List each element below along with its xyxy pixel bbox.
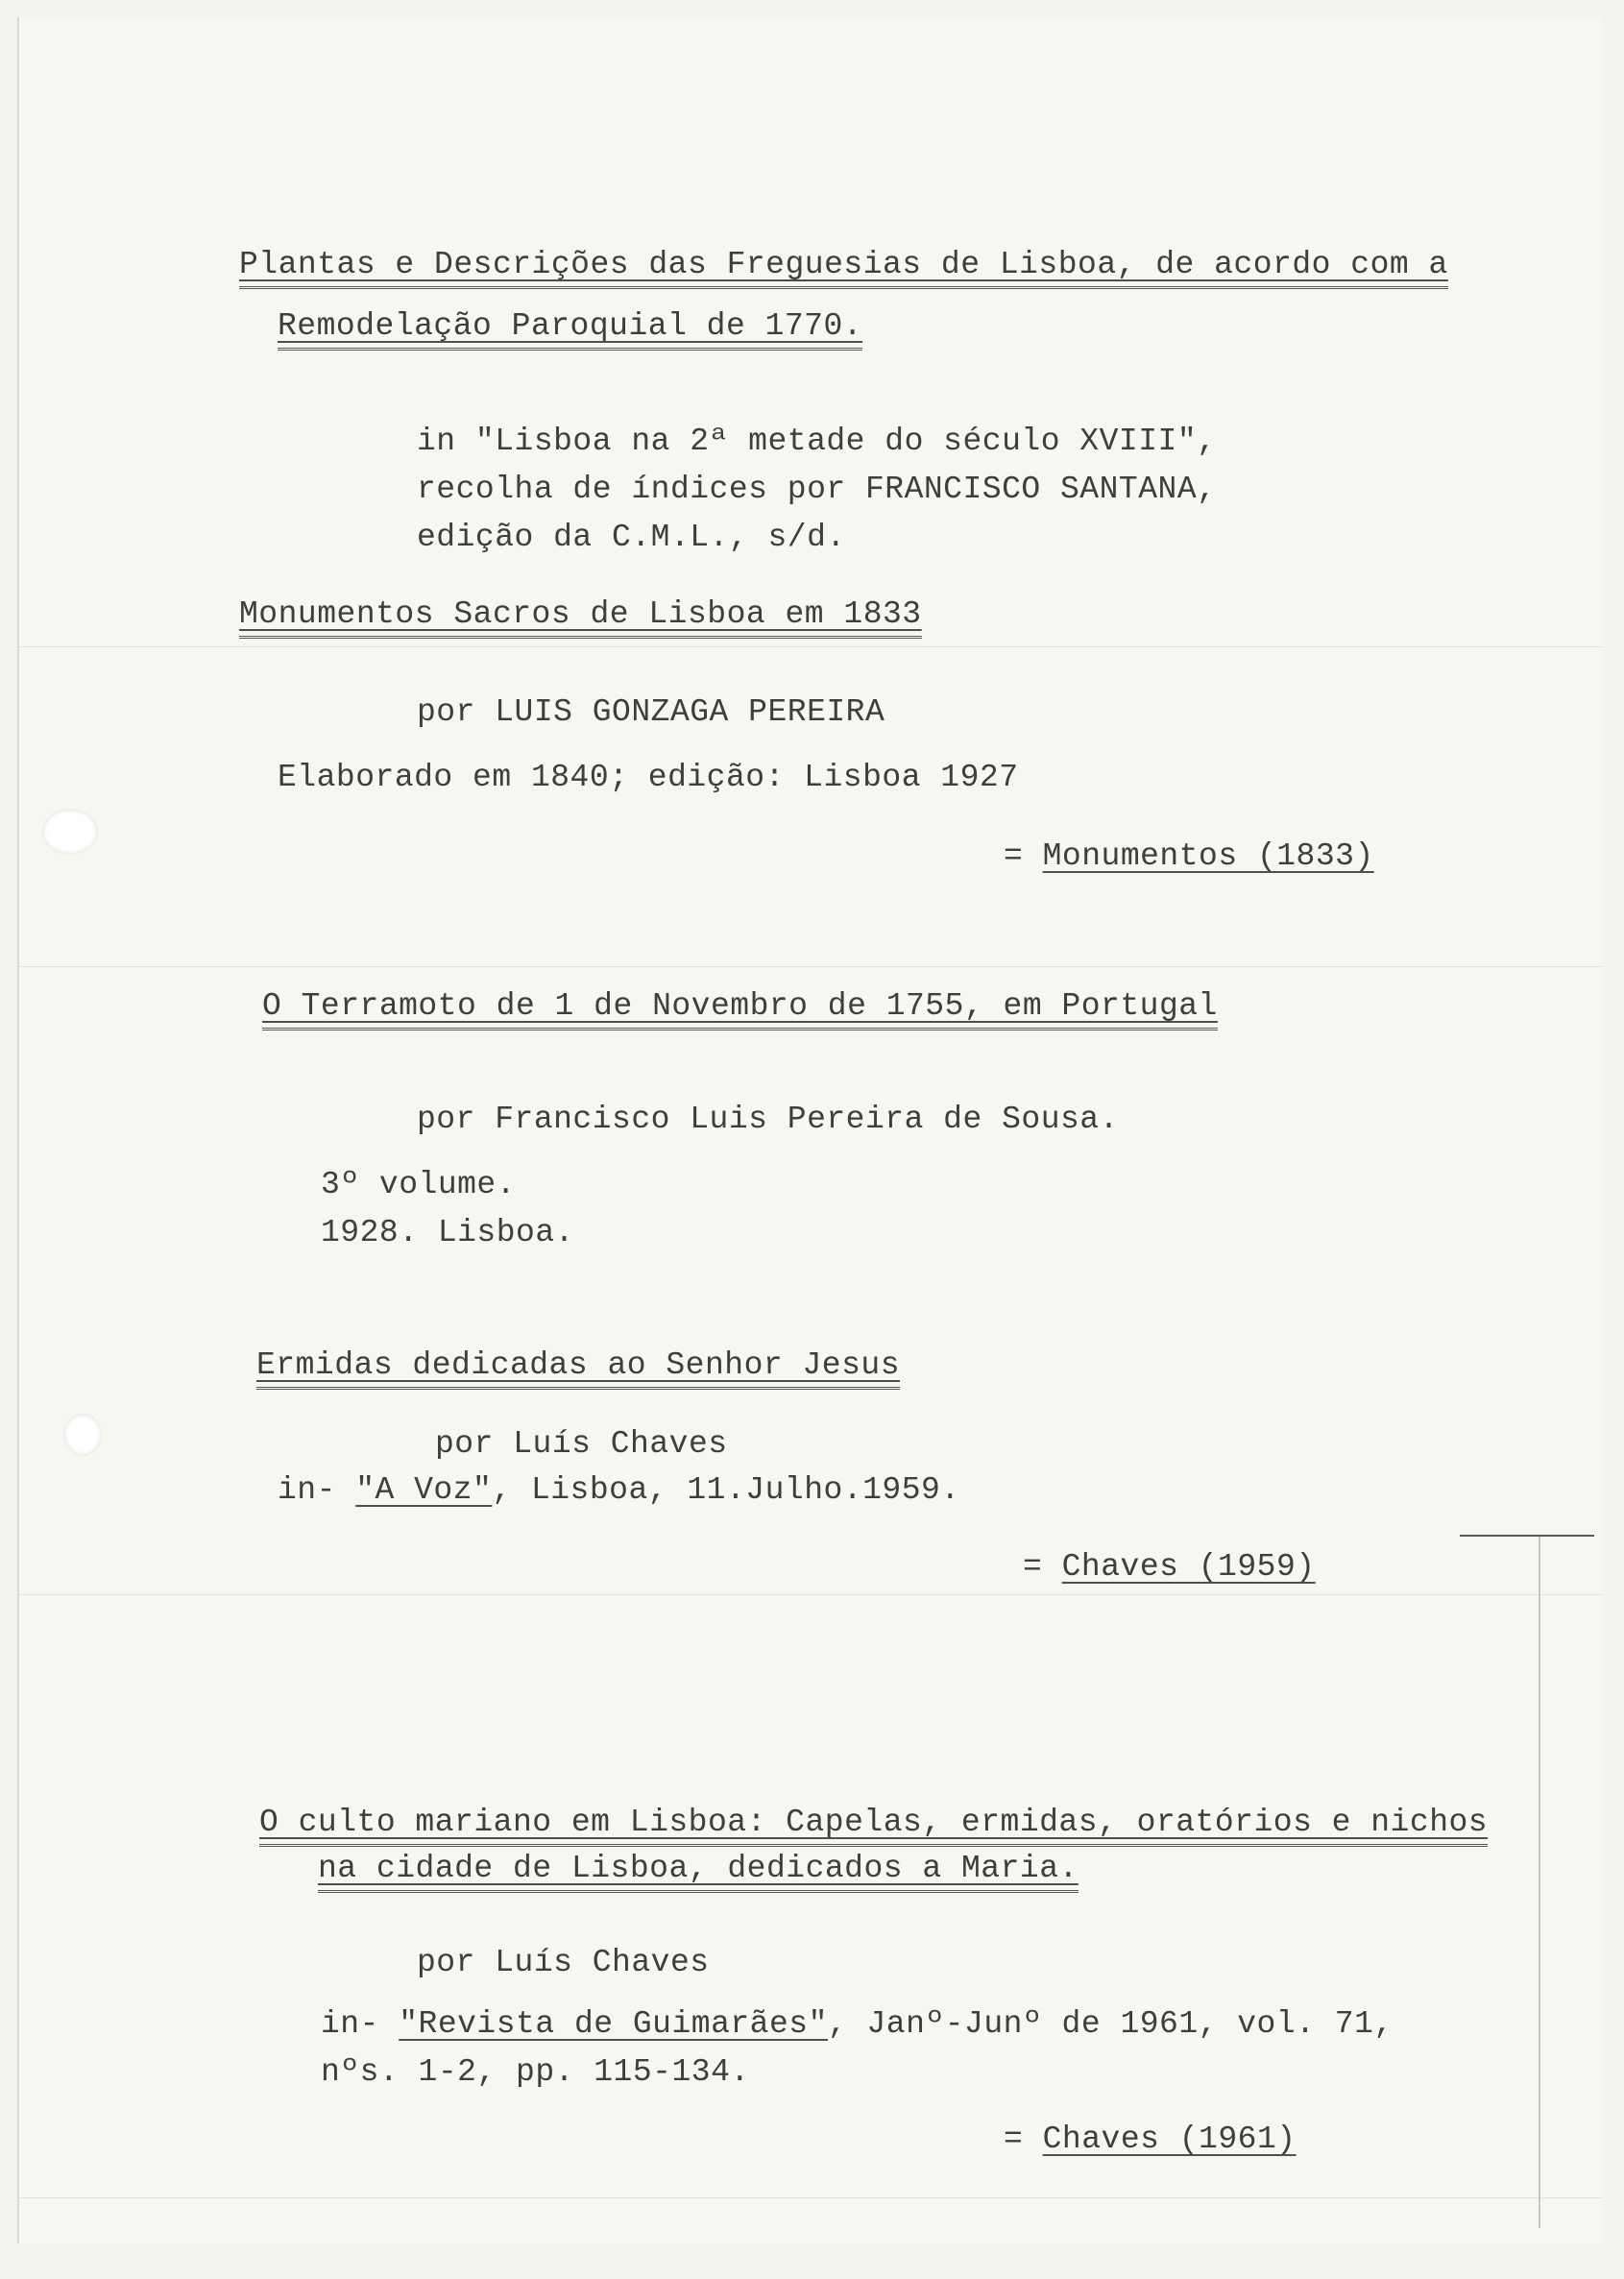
entry-1-edition-line: edição da C.M.L., s/d. [417,520,846,555]
faint-ruled-line [19,646,1602,647]
faint-ruled-line [19,966,1602,967]
entry-2-edition: Elaborado em 1840; edição: Lisboa 1927 [278,760,1019,795]
entry-3-author: por Francisco Luis Pereira de Sousa. [417,1102,1119,1137]
equals-sign: = [1004,838,1043,874]
source-details: , Janº-Junº de 1961, vol. 71, [827,2006,1394,2042]
short-ref-label: Chaves (1959) [1061,1549,1316,1585]
entry-5-author: por Luís Chaves [417,1945,710,1980]
entry-5-source [321,2005,1394,2044]
entry-5-title-line-1: O culto mariano em Lisboa: Capelas, ermidas, oratórios e nichos [259,1804,1488,1847]
source-publication: "A Voz" [355,1472,493,1508]
entry-1-title-line-2: Remodelação Paroquial de 1770. [278,307,862,351]
entry-3-volume: 3º volume. [321,1167,517,1202]
entry-5-short-ref [1004,2121,1297,2159]
entry-2-title: Monumentos Sacros de Lisboa em 1833 [239,595,922,639]
entry-1-title-line-1: Plantas e Descrições das Freguesias de Lisboa, de acordo com a [239,246,1448,289]
entry-2-short-ref [1004,837,1374,876]
source-prefix: in- [321,2006,400,2042]
source-prefix: in- [278,1472,356,1508]
entry-4-short-ref [1023,1548,1316,1587]
entry-3-year-place: 1928. Lisboa. [321,1215,574,1250]
punch-hole [63,1414,102,1456]
entry-4-title: Ermidas dedicadas ao Senhor Jesus [256,1346,900,1390]
equals-sign: = [1023,1549,1062,1585]
equals-sign: = [1004,2121,1043,2157]
faint-ruled-line [19,2197,1602,2198]
faint-ruled-line [19,1594,1602,1595]
pencil-margin-mark [1460,1535,1594,1537]
entry-1-source-line: in "Lisboa na 2ª metade do século XVIII", [417,424,1217,459]
short-ref-label: Monumentos (1833) [1042,838,1374,874]
source-publication: "Revista de Guimarães" [399,2006,828,2042]
entry-4-source [278,1471,960,1510]
entry-5-pages: nºs. 1-2, pp. 115-134. [321,2054,750,2090]
punch-hole [42,809,98,855]
entry-5-title-line-2: na cidade de Lisboa, dedicados a Maria. [318,1850,1079,1893]
entry-3-title: O Terramoto de 1 de Novembro de 1755, em Portugal [262,987,1218,1030]
source-details: , Lisboa, 11.Julho.1959. [492,1472,960,1508]
index-card-page [17,17,1602,2243]
entry-4-author: por Luís Chaves [435,1426,728,1462]
short-ref-label: Chaves (1961) [1042,2121,1297,2157]
entry-2-author: por LUIS GONZAGA PEREIRA [417,694,885,730]
pencil-margin-line [1539,1537,1540,2228]
entry-1-compiler-line: recolha de índices por FRANCISCO SANTANA, [417,472,1217,507]
